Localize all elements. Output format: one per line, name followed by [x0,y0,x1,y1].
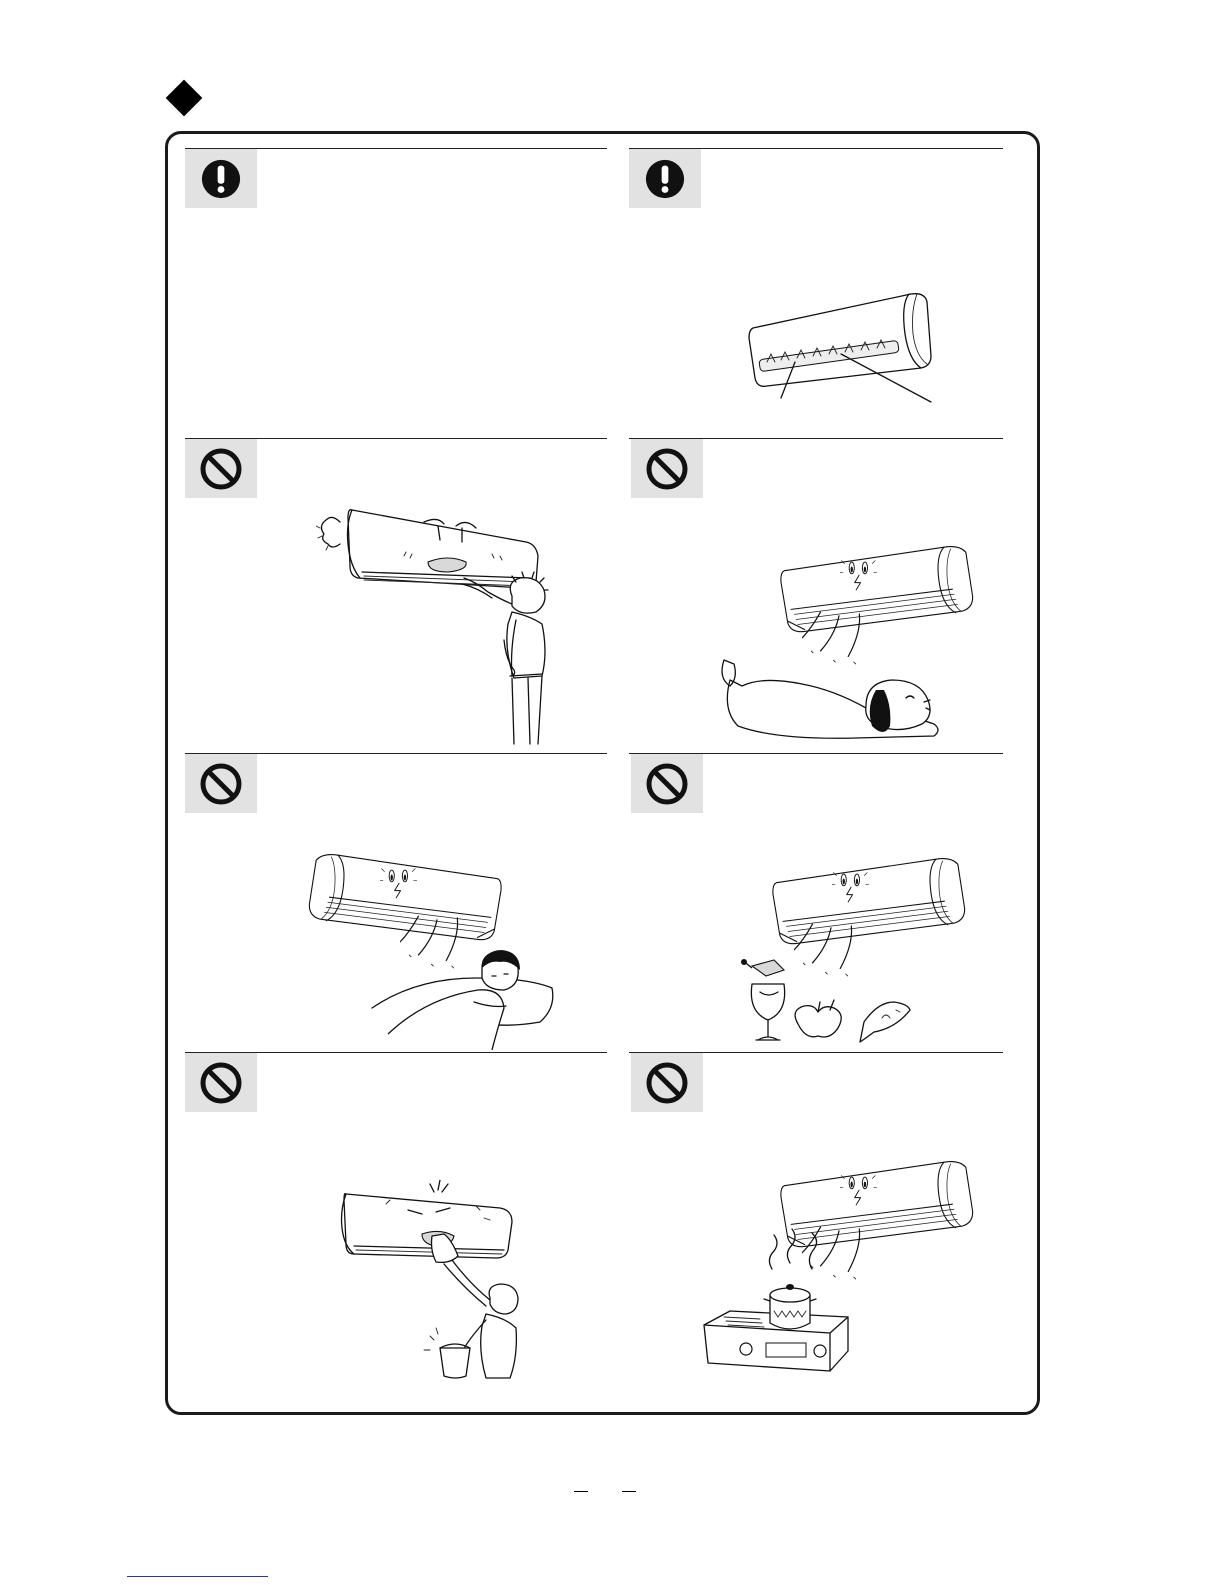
warning-badge [185,149,257,208]
exclamation-icon [200,158,242,200]
ac-front-panel-illustration [745,290,945,410]
prohibition-badge [631,754,703,813]
prohibition-badge [631,439,703,498]
prohibited-icon [199,447,243,491]
prohibited-icon [645,762,689,806]
section-diamond-icon [166,80,203,117]
footer-link-underline [127,1576,268,1577]
warning-badge [629,149,701,208]
prohibited-icon [645,1061,689,1105]
person-touching-ac-illustration [316,500,556,745]
exclamation-icon [644,158,686,200]
prohibited-icon [199,1061,243,1105]
ac-blowing-on-sleeper-illustration [296,838,558,1050]
prohibition-badge [185,439,257,498]
ac-blowing-on-dog-illustration [716,530,986,742]
page-number-mark [622,1491,636,1492]
prohibited-icon [645,447,689,491]
person-washing-ac-illustration [340,1180,550,1380]
ac-blowing-on-food-illustration [738,842,988,1052]
prohibition-badge [631,1053,703,1112]
prohibition-badge [185,1053,257,1112]
page-number-mark [574,1491,588,1492]
prohibited-icon [199,762,243,806]
prohibition-badge [185,754,257,813]
ac-above-stove-illustration [700,1145,990,1379]
